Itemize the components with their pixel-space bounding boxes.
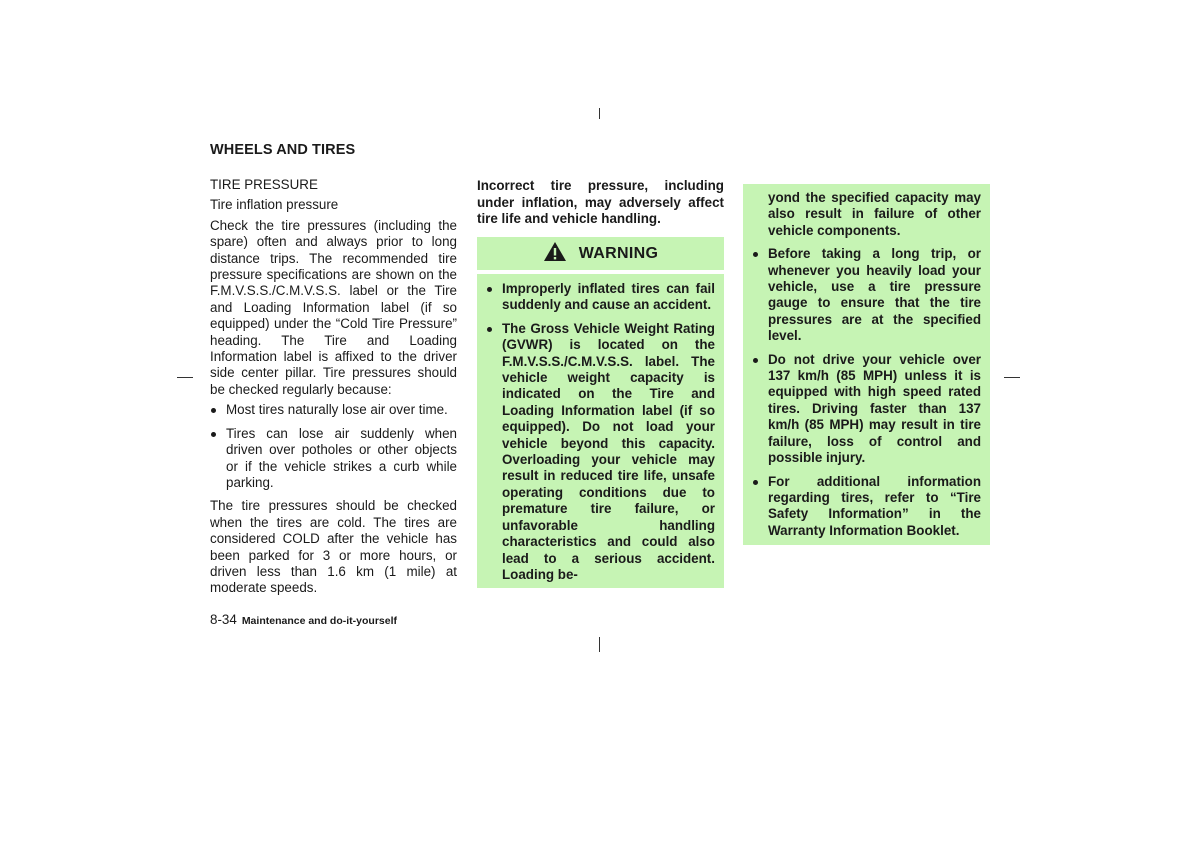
crop-mark-bottom bbox=[599, 637, 600, 652]
page-footer bbox=[210, 611, 397, 629]
cold-tire-paragraph: The tire pressures should be checked when the tires are cold. The tires are considered COLD after the vehicle has been parked for 3 or more hours, or driven less than 1.6 km (1 mile) at moderate speeds. bbox=[210, 498, 457, 596]
crop-mark-top bbox=[599, 108, 600, 119]
list-item: Tires can lose air suddenly when driven over potholes or other objects or if the vehicle strikes a curb while parking. bbox=[210, 426, 457, 492]
warning-box-continued bbox=[743, 184, 990, 545]
warning-triangle-icon bbox=[543, 241, 567, 267]
list-item: Improperly inflated tires can fail suddenly and cause an accident. bbox=[486, 281, 715, 314]
list-item: Do not drive your vehicle over 137 km/h (85 MPH) unless it is equipped with high speed rated tires. Driving faster than 137 km/h (85 MPH) may result in tire failure, loss of control and possible injury. bbox=[752, 352, 981, 467]
tire-inflation-subheading: Tire inflation pressure bbox=[210, 197, 339, 213]
warning-title: WARNING bbox=[578, 244, 659, 262]
warning-list-continued bbox=[752, 190, 981, 539]
page-number: 8-34 bbox=[210, 612, 237, 627]
list-item: Most tires naturally lose air over time. bbox=[210, 402, 457, 418]
list-item: The Gross Vehicle Weight Rating (GVWR) is located on the F.M.V.S.S./C.M.V.S.S. label. The vehicle weight capacity is indicated on the Tire and Loading Information label (if so equipped). Do not load your vehicle beyond this capacity. Overloading your vehicle may result in reduced tire life, unsafe operating conditions due to premature tire failure, or unfavorable handling characteristics and could also lead to a serious accident. Loading be- bbox=[486, 321, 715, 584]
list-item: For additional information regarding tires, refer to “Tire Safety Information” in the Warranty Information Booklet. bbox=[752, 474, 981, 540]
tire-pressure-heading: TIRE PRESSURE bbox=[210, 177, 318, 192]
incorrect-pressure-paragraph: Incorrect tire pressure, including under inflation, may adversely affect tire life and vehicle handling. bbox=[477, 178, 724, 226]
warning-header bbox=[477, 237, 724, 270]
crop-mark-right bbox=[1004, 377, 1020, 378]
section-title: WHEELS AND TIRES bbox=[210, 142, 356, 158]
tire-pressure-column bbox=[210, 177, 457, 601]
reasons-list bbox=[210, 402, 457, 491]
footer-section-name: Maintenance and do-it-yourself bbox=[241, 615, 397, 627]
check-pressure-paragraph: Check the tire pressures (including the spare) often and always prior to long distance trips. The recommended tire pressure specifications are shown on the F.M.V.S.S./C.M.V.S.S. label or the Tire and Loading Information label (if so equipped) under the “Cold Tire Pressure” heading. The Tire and Loading Information label is affixed to the driver side center pillar. Tire pressures should be checked regularly because: bbox=[210, 217, 457, 397]
warning-list bbox=[486, 281, 715, 583]
list-item: Before taking a long trip, or whenever you heavily load your vehicle, use a tire pressure gauge to ensure that the tire pressures are at the specified level. bbox=[752, 246, 981, 344]
crop-mark-left bbox=[177, 377, 193, 378]
warning-continuation: yond the specified capacity may also result in failure of other vehicle components. bbox=[768, 190, 981, 238]
warning-box bbox=[477, 274, 724, 588]
